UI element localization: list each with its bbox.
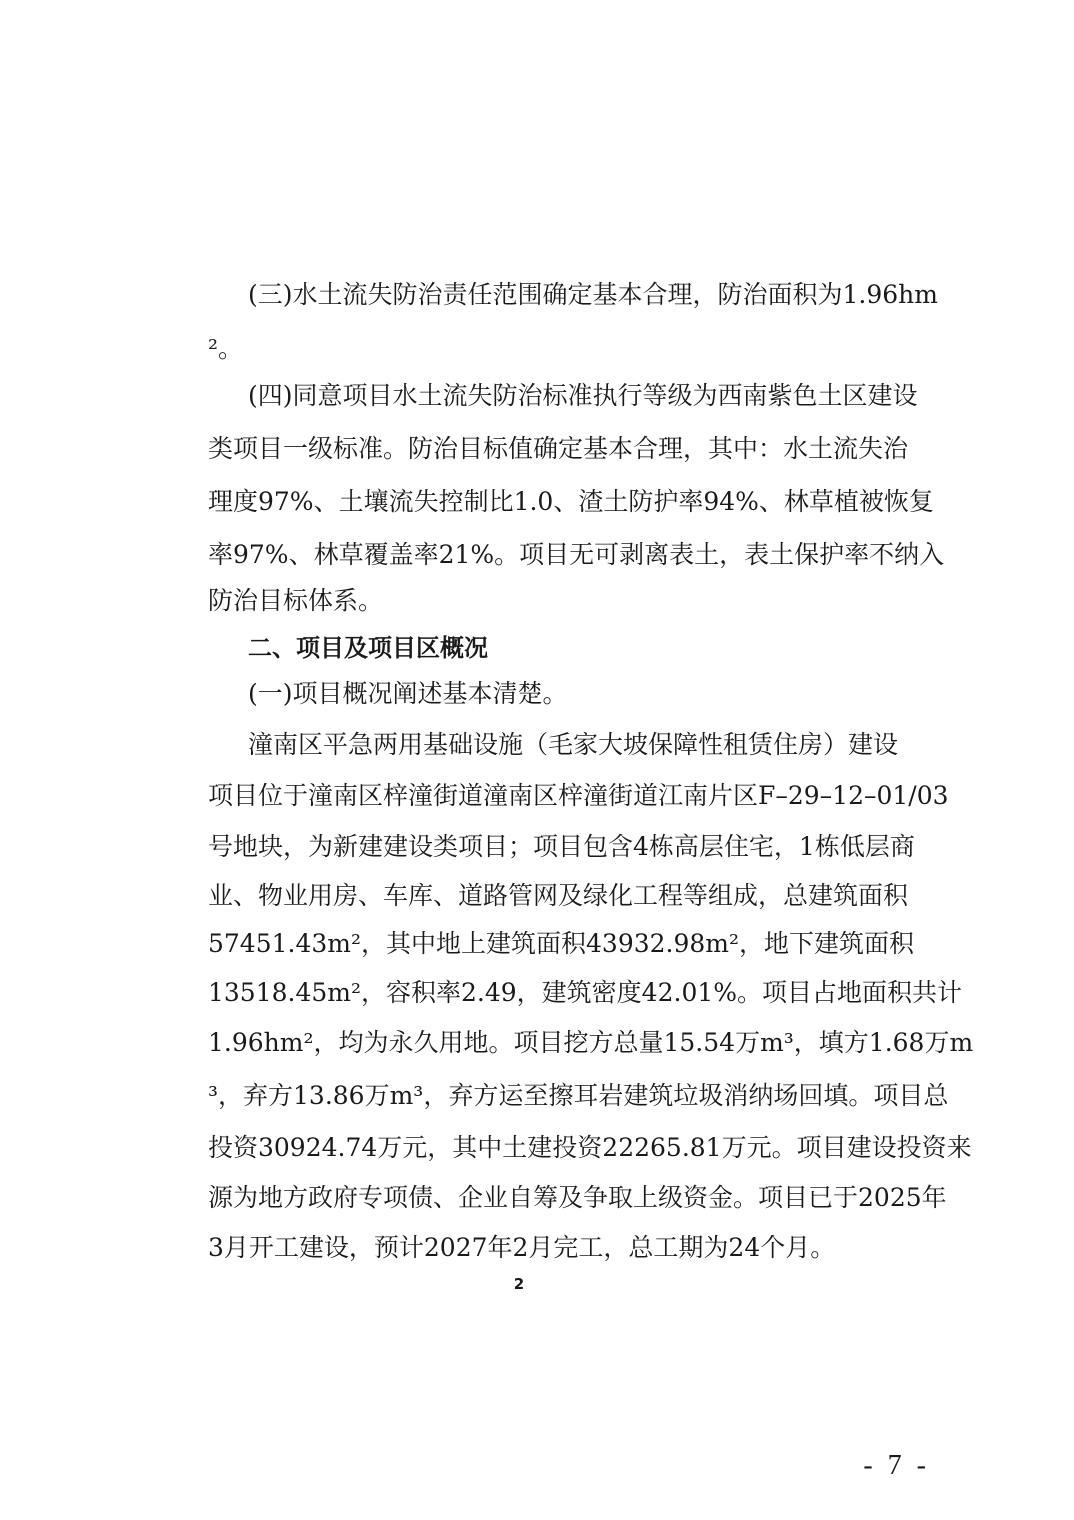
inner-page-number: 2 (513, 1275, 525, 1293)
paragraph-line: 源为地方政府专项债、企业自筹及争取上级资金。项目已于2025年 (208, 1183, 947, 1212)
paragraph-line: 类项目一级标准。防治目标值确定基本合理，其中：水土流失治 (208, 434, 909, 463)
paragraph-line: 57451.43m²，其中地上建筑面积43932.98m²，地下建筑面积 (208, 929, 915, 958)
paragraph-line: 号地块，为新建建设类项目；项目包含4栋高层住宅，1栋低层商 (208, 832, 915, 861)
paragraph-line: (三)水土流失防治责任范围确定基本合理，防治面积为1.96hm (248, 280, 938, 309)
section-heading: 二、项目及项目区概况 (248, 634, 488, 662)
paragraph-line: 项目位于潼南区梓潼街道潼南区梓潼街道江南片区F–29–12–01/03 (208, 781, 949, 810)
paragraph-line: 理度97%、土壤流失控制比1.0、渣土防护率94%、林草植被恢复 (208, 487, 934, 516)
paragraph-line: 1.96hm²，均为永久用地。项目挖方总量15.54万m³，填方1.68万m (208, 1028, 974, 1057)
paragraph-line: (四)同意项目水土流失防治标准执行等级为西南紫色土区建设 (248, 381, 918, 410)
paragraph-line: 防治目标体系。 (208, 586, 384, 615)
paragraph-line: 率97%、林草覆盖率21%。项目无可剥离表土，表土保护率不纳入 (208, 540, 945, 569)
paragraph-line: ³，弃方13.86万m³，弃方运至擦耳岩建筑垃圾消纳场回填。项目总 (208, 1081, 949, 1110)
paragraph-line: 潼南区平急两用基础设施（毛家大坡保障性租赁住房）建设 (248, 730, 899, 759)
paragraph-line: 业、物业用房、车库、道路管网及绿化工程等组成，总建筑面积 (208, 881, 909, 910)
footer-page-number: - 7 - (863, 1450, 930, 1481)
paragraph-line: 13518.45m²，容积率2.49，建筑密度42.01%。项目占地面积共计 (208, 978, 963, 1007)
paragraph-line: ²。 (208, 334, 244, 363)
paragraph-line: 投资30924.74万元，其中土建投资22265.81万元。项目建设投资来 (208, 1133, 972, 1162)
subsection-heading: (一)项目概况阐述基本清楚。 (248, 679, 568, 708)
paragraph-line: 3月开工建设，预计2027年2月完工，总工期为24个月。 (208, 1233, 836, 1262)
